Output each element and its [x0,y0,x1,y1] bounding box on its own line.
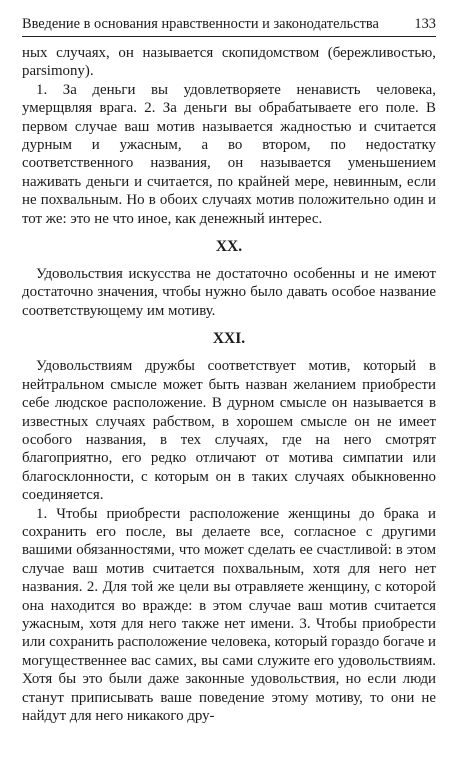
section-heading-xxi: XXI. [212,330,246,348]
paragraph-friendship-pleasures: Удовольствиям дружбы соответствует мотив, который в нейтральном смысле может быть назван желанием приобрести себе людское расположение. В дурном смысле он называется в известных случаях рабством, в хорошем смысле он не имеет особого названия, в тех случаях, где на него смотрят благоприятно, его редко отличают от мотива симпатии или благосклонности, с которым он в таких случаях обыкновенно соединяется. [22,358,436,504]
section-heading-xx: XX. [215,238,243,256]
paragraph-friendship-examples: 1. Чтобы приобрести расположение женщины до брака и сохранить его после, вы делаете все, согласное с другими вашими обязанностями, что может сделать ее счастливой: в этом случае ваш мотив считается похвальным, хотя для него нет названия. 2. Для той же цели вы отравляете женщину, с которой она находится во вражде: в этом случае ваш мотив считается ужасным, хотя для него также нет имени. 3. Чтобы приобрести или сохранить расположение человека, который гораздо богаче и могущественнее вас самих, вы сами служите его удовольствиям. Хотя бы это были даже законные удовольствия, но если люди станут приписывать ваше поведение этому мотиву, то они не найдут для него никакого дру- [22,505,436,724]
body-text [22,44,436,725]
running-title: Введение в основания нравственности и законодательства [22,16,379,32]
paragraph-continued: ных случаях, он называется скопидомством (бережливостью, parsimony). [22,45,436,80]
running-header [22,16,436,37]
paragraph-money-examples: 1. За деньги вы удовлетворяете ненависть человека, умерщвляя врага. 2. За деньги вы обрабатываете его поле. В первом случае ваш мотив называется жадностью и считается дурным и ужасным, а во втором, по недостатку соответственного названия, он называется уменьшением наживать деньги и считается, по крайней мере, невинным, если не похвальным. Но в обоих случаях мотив положительно один и тот же: это не что иное, как денежный интерес. [22,81,436,227]
paragraph-art-pleasures: Удовольствия искусства не достаточно особенны и не имеют достаточно значения, чтобы нужно было давать особое название соответствующему им мотиву. [22,266,436,319]
page-number: 133 [414,16,436,32]
book-page [22,16,436,725]
